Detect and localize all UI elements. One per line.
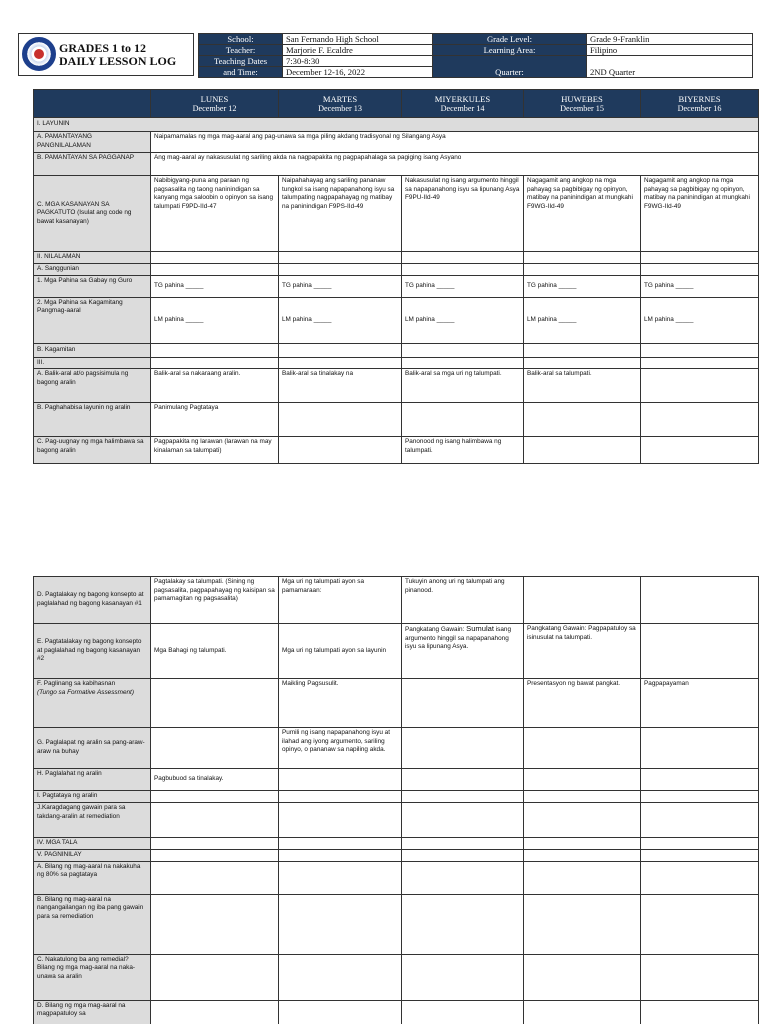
table-row: [34, 343, 759, 357]
section-heading: III.: [34, 357, 151, 369]
teacher-label: Teacher:: [199, 45, 283, 56]
quarter-label-cell: [433, 56, 587, 78]
grade-level-label: Grade Level:: [433, 34, 587, 45]
school-logo-block: [18, 33, 194, 76]
row-label: D. Bilang ng mga mag-aaral na magpapatuloy sa: [34, 1000, 151, 1024]
table-cell: LM pahina _____: [524, 297, 641, 343]
row-text: Naipamamalas ng mga mag-aaral ang pag-unawa sa mga piling akdang tradisyonal ng Silangang Asya: [151, 132, 759, 153]
header-info-table: [198, 33, 753, 78]
table-row: [34, 624, 759, 679]
table-row: [34, 437, 759, 464]
teaching-dates-value: December 12-16, 2022: [283, 67, 433, 78]
document-title: [59, 42, 176, 68]
table-row: [34, 263, 759, 275]
table-cell: [402, 679, 524, 728]
row-label: A. PAMANTAYANG PANGNILALAMAN: [34, 132, 151, 153]
row-label: [34, 679, 151, 728]
section-row-layunin: [34, 118, 759, 132]
section-row-iii: [34, 357, 759, 369]
row-label: A. Bilang ng mag-aaral na nakakuha ng 80% sa pagtataya: [34, 861, 151, 894]
row-label: C. Pag-uugnay ng mga halimbawa sa bagong aralin: [34, 437, 151, 464]
row-label: C. Nakatulong ba ang remedial? Bilang ng mga mag-aaral na naka-unawa sa aralin: [34, 954, 151, 1000]
table-cell: Presentasyon ng bawat pangkat.: [524, 679, 641, 728]
table-cell: [151, 728, 279, 769]
table-cell: Nakasusulat ng isang argumento hinggil sa napapanahong isyu sa lipunang Asya F9PU-IId-49: [402, 176, 524, 252]
teacher-value: Marjorie F. Ecaldre: [283, 45, 433, 56]
row-label: B. Bilang ng mag-aaral na nangangailangan ng iba pang gawain para sa remediation: [34, 894, 151, 954]
teaching-dates-label: Teaching Dates: [199, 56, 283, 67]
table-cell: [524, 769, 641, 791]
table-cell: [641, 728, 759, 769]
table-cell: [524, 403, 641, 437]
table-cell: TG pahina _____: [279, 275, 402, 297]
teaching-time-label: and Time:: [199, 67, 283, 78]
table-cell: TG pahina _____: [524, 275, 641, 297]
table-cell: [402, 403, 524, 437]
table-cell: [641, 369, 759, 403]
quarter-value-cell: [587, 56, 753, 78]
title-line-2: DAILY LESSON LOG: [59, 54, 177, 68]
school-value: San Fernando High School: [283, 34, 433, 45]
table-row: [34, 369, 759, 403]
table-cell: [641, 624, 759, 679]
day-header-biyernes: BIYERNES December 16: [641, 90, 759, 118]
table-row: [34, 803, 759, 838]
table-cell: Pagpapakita ng larawan (larawan na may kinalaman sa talumpati): [151, 437, 279, 464]
table-cell: Panonood ng isang halimbawa ng talumpati.: [402, 437, 524, 464]
table-cell: Pumili ng isang napapanahong isyu at ilahad ang iyong argumento, sariling opinyo, o pananaw sa napiling akda.: [279, 728, 402, 769]
table-cell: Pagpapayaman: [641, 679, 759, 728]
learning-area-value: Filipino: [587, 45, 753, 56]
section-row-tala: [34, 838, 759, 850]
table-cell: Panimulang Pagtataya: [151, 403, 279, 437]
row-label: 1. Mga Pahina sa Gabay ng Guro: [34, 275, 151, 297]
table-row: [34, 894, 759, 954]
table-cell: Naipahahayag ang sariling pananaw tungkol sa isang napapanahong isyu sa talumpating nagpapahayag ng matibay na paninindigan F9PS-IId-49: [279, 176, 402, 252]
school-label: School:: [199, 34, 283, 45]
table-cell: [151, 679, 279, 728]
table-cell: Balik-aral sa tinalakay na: [279, 369, 402, 403]
table-row: [34, 275, 759, 297]
table-cell: Pagtalakay sa talumpati. (Sining ng pagsasalita, pagpapahayag ng kaisipan sa pamamagitan ng pagsasalita): [151, 577, 279, 624]
section-heading: IV. MGA TALA: [34, 838, 151, 850]
row-label-text: F. Paglinang sa kabihasnan: [37, 680, 116, 687]
table-cell: Balik-aral sa mga uri ng talumpati.: [402, 369, 524, 403]
row-text: Ang mag-aaral ay nakasusulat ng sariling akda na nagpapakita ng pagpapahalaga sa pagiging isang Asyano: [151, 153, 759, 176]
day-header-row: [34, 90, 759, 118]
quarter-label: Quarter:: [495, 67, 524, 77]
row-label: H. Paglalahat ng aralin: [34, 769, 151, 791]
table-cell: Mga Bahagi ng talumpati.: [151, 624, 279, 679]
table-row: [34, 769, 759, 791]
table-cell: LM pahina _____: [641, 297, 759, 343]
table-cell: TG pahina _____: [641, 275, 759, 297]
table-cell: [641, 403, 759, 437]
grade-level-value: Grade 9-Franklin: [587, 34, 753, 45]
table-cell: Balik-aral sa talumpati.: [524, 369, 641, 403]
row-label: B. PAMANTAYAN SA PAGGANAP: [34, 153, 151, 176]
learning-area-label: Learning Area:: [433, 45, 587, 56]
table-cell: Nagagamit ang angkop na mga pahayag sa pagbibigay ng opinyon, matibay na paninindigan at mungkahi F9WG-IId-49: [524, 176, 641, 252]
corner-header: [34, 90, 151, 118]
cell-text-lead: Pangkatang Gawain:: [405, 626, 465, 633]
row-label: A. Sanggunian: [34, 263, 151, 275]
teaching-time-value: 7:30-8:30: [283, 56, 433, 67]
table-cell: [524, 577, 641, 624]
table-cell: [641, 437, 759, 464]
table-cell: [279, 437, 402, 464]
table-row: [34, 403, 759, 437]
table-cell: Maikling Pagsusulit.: [279, 679, 402, 728]
table-cell: Nagagamit ang angkop na mga pahayag sa pagbibigay ng opinyon, matibay na paninindigan at mungkahi F9WG-IId-49: [641, 176, 759, 252]
lesson-log-table-1: [33, 89, 759, 464]
table-row: [34, 861, 759, 894]
table-cell: Pagbubuod sa tinalakay.: [151, 769, 279, 791]
table-cell: LM pahina _____: [402, 297, 524, 343]
table-row: [34, 297, 759, 343]
table-cell: Tukuyin anong uri ng talumpati ang pinanood.: [402, 577, 524, 624]
row-label: B. Kagamitan: [34, 343, 151, 357]
table-cell: Mga uri ng talumpati ayon sa pamamaraan:: [279, 577, 402, 624]
row-label: G. Paglalapat ng aralin sa pang-araw-araw na buhay: [34, 728, 151, 769]
section-heading: II. NILALAMAN: [34, 252, 151, 264]
day-header-martes: MARTES December 13: [279, 90, 402, 118]
table-cell: LM pahina _____: [279, 297, 402, 343]
row-label: A. Balik-aral at/o pagsisimula ng bagong aralin: [34, 369, 151, 403]
table-cell: Balik-aral sa nakaraang aralin.: [151, 369, 279, 403]
table-cell: [402, 624, 524, 679]
day-header-huwebes: HUWEBES December 15: [524, 90, 641, 118]
row-label: D. Pagtalakay ng bagong konsepto at paglalahad ng bagong kasanayan #1: [34, 577, 151, 624]
cell-text-rest: isang argumento hinggil sa napapanahong isyu sa lipunang Asya.: [405, 626, 512, 651]
table-row: [34, 728, 759, 769]
table-cell: Pangkatang Gawain: Pagpapatuloy sa isinusulat na talumpati.: [524, 624, 641, 679]
table-row: [34, 176, 759, 252]
table-cell: TG pahina _____: [151, 275, 279, 297]
table-row: [34, 1000, 759, 1024]
section-row-nilalaman: [34, 252, 759, 264]
table-cell: [641, 769, 759, 791]
table-cell: [402, 728, 524, 769]
table-row: [34, 153, 759, 176]
table-cell: [402, 769, 524, 791]
table-cell: TG pahina _____: [402, 275, 524, 297]
row-label-note: (Tungo sa Formative Assessment): [37, 688, 134, 696]
row-label: E. Pagtatalakay ng bagong konsepto at paglalahad ng bagong kasanayan #2: [34, 624, 151, 679]
row-label: 2. Mga Pahina sa Kagamitang Pangmag-aaral: [34, 297, 151, 343]
table-row: [34, 954, 759, 1000]
row-label: J.Karagdagang gawain para sa takdang-aralin at remediation: [34, 803, 151, 838]
table-cell: Mga uri ng talumpati ayon sa layunin: [279, 624, 402, 679]
day-header-miyerkules: MIYERKULES December 14: [402, 90, 524, 118]
quarter-value: 2ND Quarter: [590, 67, 636, 77]
table-row: [34, 679, 759, 728]
cell-text-emphasis: Sumulat: [466, 624, 494, 633]
row-label: C. MGA KASANAYAN SA PAGKATUTO (Isulat ang code ng bawat kasanayan): [34, 176, 151, 252]
table-row: [34, 791, 759, 803]
table-row: [34, 132, 759, 153]
table-row: [34, 577, 759, 624]
table-cell: LM pahina _____: [151, 297, 279, 343]
section-heading: I. LAYUNIN: [34, 118, 759, 132]
table-cell: [279, 403, 402, 437]
table-cell: [279, 769, 402, 791]
table-cell: [641, 577, 759, 624]
deped-seal-icon: [22, 37, 56, 71]
lesson-log-table-2: [33, 576, 759, 1024]
row-label: B. Paghahabisa layunin ng aralin: [34, 403, 151, 437]
table-cell: [524, 728, 641, 769]
day-header-lunes: LUNES December 12: [151, 90, 279, 118]
table-cell: [524, 437, 641, 464]
table-cell: Nabibigyang-puna ang paraan ng pagsasalita ng taong naninindigan sa kanyang mga saloobin o opinyon sa isang talumpati F9PD-IId-47: [151, 176, 279, 252]
section-row-pagninilay: [34, 849, 759, 861]
title-line-1: GRADES 1 to 12: [59, 41, 147, 55]
row-label: I. Pagtataya ng aralin: [34, 791, 151, 803]
section-heading: V. PAGNINILAY: [34, 849, 151, 861]
